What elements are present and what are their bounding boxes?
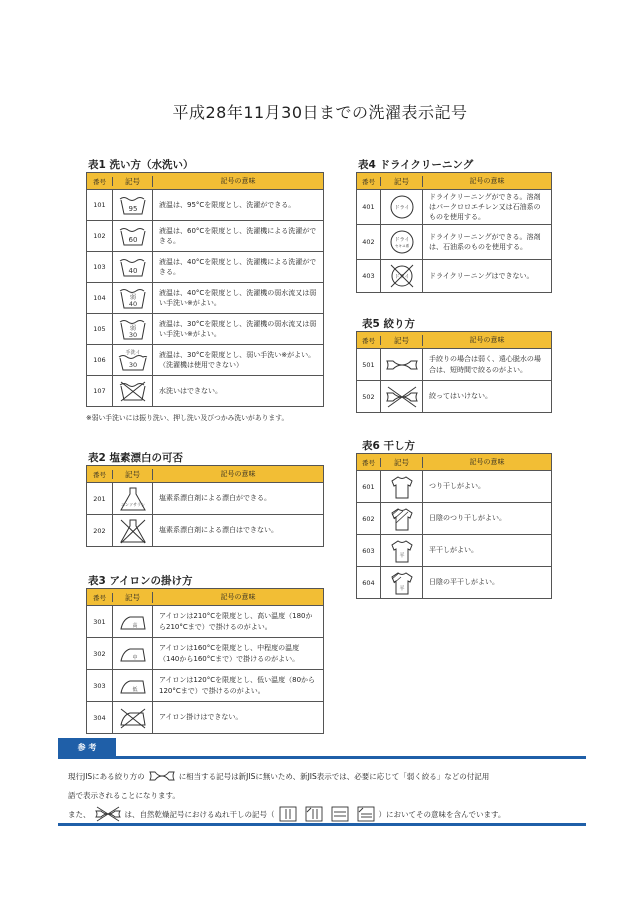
table3-ironing xyxy=(86,588,324,734)
table1-washing xyxy=(86,172,324,407)
wash-temp-label: 30 xyxy=(128,331,137,339)
no-bleach-icon xyxy=(113,515,153,546)
shade-drip-flat-dry-icon xyxy=(357,806,375,822)
row-num: 402 xyxy=(357,225,381,259)
reference-line-3 xyxy=(68,806,505,822)
no-iron-icon xyxy=(113,702,153,733)
header-num: 番号 xyxy=(357,177,381,186)
table-row xyxy=(357,471,551,503)
shade-drip-hang-dry-icon xyxy=(305,806,323,822)
table-row xyxy=(87,283,323,314)
table-row xyxy=(87,670,323,702)
row-meaning: 日陰のつり干しがよい。 xyxy=(429,514,506,523)
iron-icon xyxy=(113,670,153,701)
reference-label: 参 考 xyxy=(58,738,116,756)
row-meaning: 絞ってはいけない。 xyxy=(429,392,492,401)
header-num: 番号 xyxy=(357,336,381,345)
iron-icon xyxy=(113,638,153,669)
dry-label: ドライ xyxy=(394,237,409,243)
dry-clean-petroleum-icon xyxy=(381,225,423,259)
hand-wash-label: 手洗イ xyxy=(124,350,141,356)
table4-dry-cleaning xyxy=(356,172,552,293)
header-mean: 記号の意味 xyxy=(220,592,256,601)
row-num: 301 xyxy=(87,606,113,637)
wash-tub-icon xyxy=(113,252,153,282)
table-row xyxy=(87,606,323,638)
table-row xyxy=(357,349,551,381)
table-row xyxy=(87,483,323,515)
no-dry-clean-icon xyxy=(381,260,423,292)
wash-temp-label: 95 xyxy=(128,205,137,213)
row-num: 501 xyxy=(357,349,381,380)
header-mean: 記号の意味 xyxy=(220,469,256,478)
wash-temp-label: 40 xyxy=(128,267,137,275)
table3-header xyxy=(87,589,323,606)
table-row xyxy=(357,567,551,598)
table-row xyxy=(87,515,323,546)
row-num: 101 xyxy=(87,190,113,220)
iron-temp-label: 低 xyxy=(131,686,138,693)
petroleum-label: セキユ系 xyxy=(394,244,409,248)
table4-title: 表4 ドライクリーニング xyxy=(358,159,474,171)
wash-temp-label: 30 xyxy=(128,361,137,369)
page-title: 平成28年11月30日までの洗濯表示記号 xyxy=(172,103,468,122)
flat-label: 平 xyxy=(398,552,405,559)
table1-footnote: ※弱い手洗いには振り洗い、押し洗い及びつかみ洗いがあります。 xyxy=(86,414,289,422)
row-num: 107 xyxy=(87,376,113,406)
table5-header xyxy=(357,332,551,349)
no-wring-icon xyxy=(95,806,121,822)
table6-header xyxy=(357,454,551,471)
table-row xyxy=(87,252,323,283)
row-meaning: 平干しがよい。 xyxy=(429,546,478,555)
row-meaning: 液温は、40°Cを限度とし、洗濯機の弱水流又は弱い手洗い※がよい。 xyxy=(159,288,317,307)
row-num: 106 xyxy=(87,345,113,375)
header-sym: 記号 xyxy=(113,592,153,603)
header-sym: 記号 xyxy=(113,176,153,187)
wash-temp-label: 40 xyxy=(128,300,137,308)
row-meaning: 液温は、95°Cを限度とし、洗濯ができる。 xyxy=(159,200,296,209)
row-meaning: アイロンは160°Cを限度とし、中程度の温度（140から160°Cまで）で掛けるのがよい。 xyxy=(159,644,300,663)
row-meaning: アイロン掛けはできない。 xyxy=(159,713,243,722)
row-num: 601 xyxy=(357,471,381,502)
table-row xyxy=(87,314,323,345)
row-num: 604 xyxy=(357,567,381,598)
header-mean: 記号の意味 xyxy=(469,176,505,185)
drip-flat-dry-icon xyxy=(331,806,349,822)
table1-header xyxy=(87,173,323,190)
reference-text: は、自然乾燥記号におけるぬれ干しの記号（ xyxy=(124,809,275,819)
header-mean: 記号の意味 xyxy=(469,335,505,344)
flat-label: 平 xyxy=(398,585,405,592)
row-meaning: 液温は、40°Cを限度とし、洗濯機による洗濯ができる。 xyxy=(159,257,317,276)
wash-weak-label: 弱 xyxy=(129,294,136,301)
row-num: 105 xyxy=(87,314,113,344)
header-num: 番号 xyxy=(357,458,381,467)
table-row xyxy=(357,381,551,412)
wash-tub-icon xyxy=(113,221,153,251)
row-meaning: ドライクリーニングはできない。 xyxy=(429,271,534,280)
flat-dry-icon xyxy=(381,535,423,566)
table-row xyxy=(357,190,551,225)
wash-tub-weak-icon xyxy=(113,283,153,313)
iron-temp-label: 高 xyxy=(131,622,138,629)
row-meaning: 液温は、30°Cを限度とし、弱い手洗い※がよい。（洗濯機は使用できない） xyxy=(159,350,316,369)
reference-line-1 xyxy=(68,770,489,782)
header-sym: 記号 xyxy=(381,457,423,468)
table-row xyxy=(87,345,323,376)
row-meaning: ドライクリーニングができる。溶剤はパークロロエチレン又は石油系のものを使用する。 xyxy=(429,192,541,222)
reference-text: また、 xyxy=(68,809,91,819)
header-sym: 記号 xyxy=(381,176,423,187)
row-meaning: 液温は、60°Cを限度とし、洗濯機による洗濯ができる。 xyxy=(159,226,317,245)
table2-header xyxy=(87,466,323,483)
dry-label: ドライ xyxy=(394,205,409,211)
row-meaning: 塩素系漂白剤による漂白はできない。 xyxy=(159,526,278,535)
shade-flat-dry-icon xyxy=(381,567,423,598)
table-row xyxy=(87,638,323,670)
wash-temp-label: 60 xyxy=(128,236,137,244)
table-row xyxy=(357,503,551,535)
row-num: 304 xyxy=(87,702,113,733)
hand-wash-icon xyxy=(113,345,153,375)
table2-title: 表2 塩素漂白の可否 xyxy=(88,452,183,464)
row-num: 104 xyxy=(87,283,113,313)
wring-icon xyxy=(381,349,423,380)
wash-tub-weak-icon xyxy=(113,314,153,344)
table6-title: 表6 干し方 xyxy=(362,440,415,452)
row-meaning: 日陰の平干しがよい。 xyxy=(429,578,499,587)
reference-text: 語で表示されることになります。 xyxy=(68,791,180,800)
row-num: 103 xyxy=(87,252,113,282)
table5-wringing xyxy=(356,331,552,413)
reference-line-2 xyxy=(68,790,180,801)
bleach-flask-icon xyxy=(113,483,153,514)
no-wring-icon xyxy=(381,381,423,412)
row-meaning: ドライクリーニングができる。溶剤は、石油系のものを使用する。 xyxy=(429,232,541,251)
header-num: 番号 xyxy=(87,177,113,186)
dry-label: ドライ xyxy=(394,274,409,280)
row-meaning: 液温は、30°Cを限度とし、洗濯機の弱水流又は弱い手洗い※がよい。 xyxy=(159,319,317,338)
row-num: 102 xyxy=(87,221,113,251)
table-row xyxy=(87,221,323,252)
row-num: 401 xyxy=(357,190,381,224)
row-meaning: つり干しがよい。 xyxy=(429,482,485,491)
reference-text: ）においてその意味を含んでいます。 xyxy=(378,809,506,819)
row-meaning: アイロンは210°Cを限度とし、高い温度（180から210°Cまで）で掛けるのがよい。 xyxy=(159,612,313,631)
table1-title: 表1 洗い方（水洗い） xyxy=(88,159,194,171)
reference-text: 現行JISにある絞り方の xyxy=(68,771,145,781)
shade-hang-dry-icon xyxy=(381,503,423,534)
row-num: 201 xyxy=(87,483,113,514)
table-row xyxy=(87,190,323,221)
row-num: 502 xyxy=(357,381,381,412)
row-num: 403 xyxy=(357,260,381,292)
table5-title: 表5 絞り方 xyxy=(362,318,415,330)
table-row xyxy=(357,260,551,292)
dry-clean-icon xyxy=(381,190,423,224)
header-mean: 記号の意味 xyxy=(220,176,256,185)
row-meaning: 塩素系漂白剤による漂白ができる。 xyxy=(159,494,271,503)
wash-tub-icon xyxy=(113,190,153,220)
no-wash-icon xyxy=(113,376,153,406)
iron-icon xyxy=(113,606,153,637)
table4-header xyxy=(357,173,551,190)
hang-dry-icon xyxy=(381,471,423,502)
header-mean: 記号の意味 xyxy=(469,457,505,466)
bleach-label: エンソサラシ xyxy=(120,501,145,507)
header-sym: 記号 xyxy=(113,469,153,480)
wash-weak-label: 弱 xyxy=(129,325,136,332)
row-num: 603 xyxy=(357,535,381,566)
row-num: 602 xyxy=(357,503,381,534)
iron-temp-label: 中 xyxy=(131,654,138,661)
row-meaning: アイロンは120°Cを限度とし、低い温度（80から120°Cまで）で掛けるのがよい。 xyxy=(159,676,316,695)
row-num: 202 xyxy=(87,515,113,546)
table-row xyxy=(87,376,323,406)
table3-title: 表3 アイロンの掛け方 xyxy=(88,575,193,587)
row-meaning: 水洗いはできない。 xyxy=(159,386,222,395)
header-num: 番号 xyxy=(87,470,113,479)
header-num: 番号 xyxy=(87,593,113,602)
table-row xyxy=(357,535,551,567)
row-num: 303 xyxy=(87,670,113,701)
table-row xyxy=(357,225,551,260)
wring-icon xyxy=(149,770,175,782)
table-row xyxy=(87,702,323,733)
table2-bleach xyxy=(86,465,324,547)
reference-text: に相当する記号は新JISに無いため、新JIS表示では、必要に応じて「弱く絞る」などの付記用 xyxy=(178,771,490,781)
table6-drying xyxy=(356,453,552,599)
row-meaning: 手絞りの場合は弱く、遠心脱水の場合は、短時間で絞るのがよい。 xyxy=(429,355,541,374)
header-sym: 記号 xyxy=(381,335,423,346)
row-num: 302 xyxy=(87,638,113,669)
drip-hang-dry-icon xyxy=(279,806,297,822)
